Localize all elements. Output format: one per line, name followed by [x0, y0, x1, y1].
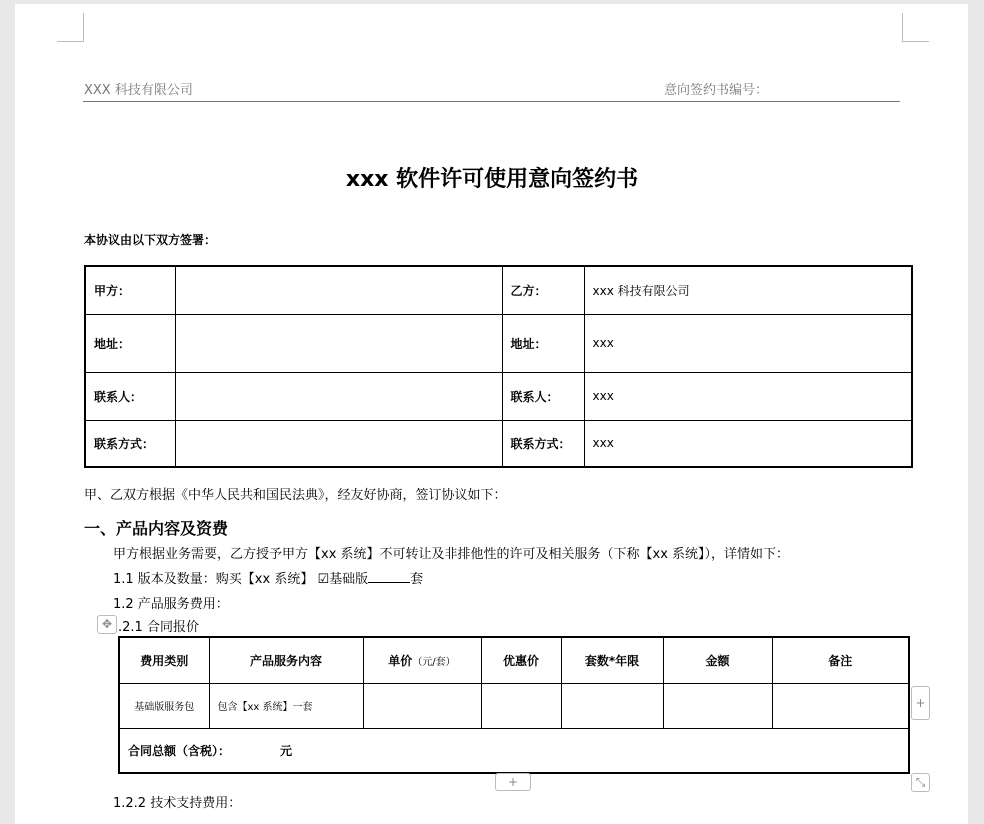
cell[interactable]: 基础版服务包 [119, 683, 209, 728]
label-cell: 乙方： [502, 266, 584, 314]
header-rule [83, 101, 900, 102]
header-cell [363, 637, 481, 683]
label-cell: 地址： [502, 314, 584, 372]
margin-corner-mark [902, 13, 929, 42]
table-row [119, 683, 909, 728]
label-cell: 联系方式： [85, 420, 175, 467]
add-column-button[interactable]: + [911, 686, 930, 720]
header-company: XXX 科技有限公司 [84, 83, 193, 98]
label-cell: 联系方式： [502, 420, 584, 467]
table-header-row [119, 637, 909, 683]
margin-corner-mark [57, 13, 84, 42]
document-title: xxx 软件许可使用意向签约书 [345, 167, 639, 192]
cell[interactable] [561, 683, 663, 728]
agreement-text: 甲、乙双方根据《中华人民共和国民法典》，经友好协商，签订协议如下： [84, 488, 507, 503]
total-label: 合同总额（含税）： [128, 743, 231, 758]
label-cell: 甲方： [85, 266, 175, 314]
table-resize-handle-icon[interactable]: ⤡ [911, 773, 930, 792]
label-cell: 联系人： [85, 372, 175, 420]
header-cell: 套数*年限 [561, 637, 663, 683]
total-row [119, 728, 909, 773]
total-unit: 元 [280, 743, 293, 758]
table-row [85, 372, 912, 420]
paragraph [113, 568, 423, 587]
cell[interactable] [772, 683, 909, 728]
header-cell: 优惠价 [481, 637, 561, 683]
paragraph: 甲方根据业务需要，乙方授予甲方【xx 系统】不可转让及非排他性的许可及相关服务（下称【xx 系统】），详情如下： [113, 547, 790, 562]
table-move-handle-icon[interactable]: ✥ [97, 615, 117, 634]
add-row-button[interactable]: + [495, 773, 531, 791]
header-text: 单价 [388, 653, 413, 668]
unit-text: 套 [410, 572, 424, 587]
paragraph: 1.2 产品服务费用： [113, 597, 229, 612]
value-cell[interactable]: xxx [584, 420, 912, 467]
header-cell: 金额 [663, 637, 772, 683]
value-cell[interactable] [175, 420, 502, 467]
table-row [85, 266, 912, 314]
paragraph: .2.1 合同报价 [118, 620, 199, 635]
value-cell[interactable] [175, 314, 502, 372]
value-cell[interactable] [175, 372, 502, 420]
cell[interactable] [481, 683, 561, 728]
quantity-blank[interactable] [368, 570, 410, 583]
header-cell: 产品服务内容 [209, 637, 363, 683]
total-cell[interactable] [119, 728, 909, 773]
version-text: 1.1 版本及数量：购买【xx 系统】 ☑基础版 [113, 572, 369, 587]
value-cell[interactable]: xxx [584, 314, 912, 372]
section-heading: 一、产品内容及资费 [84, 519, 229, 538]
cell[interactable] [663, 683, 772, 728]
header-unit: （元/套） [412, 656, 456, 668]
table-row [85, 314, 912, 372]
parties-table [84, 265, 913, 468]
price-table [118, 636, 910, 774]
header-cell: 费用类别 [119, 637, 209, 683]
header-cell: 备注 [772, 637, 909, 683]
label-cell: 联系人： [502, 372, 584, 420]
intro-text: 本协议由以下双方签署： [84, 233, 217, 247]
table-row [85, 420, 912, 467]
value-cell[interactable]: xxx [584, 372, 912, 420]
cell[interactable]: 包含【xx 系统】一套 [209, 683, 363, 728]
cell[interactable] [363, 683, 481, 728]
value-cell[interactable] [175, 266, 502, 314]
value-cell[interactable]: xxx 科技有限公司 [584, 266, 912, 314]
header-number-label: 意向签约书编号： [664, 83, 769, 98]
label-cell: 地址： [85, 314, 175, 372]
paragraph: 1.2.2 技术支持费用： [113, 796, 242, 811]
